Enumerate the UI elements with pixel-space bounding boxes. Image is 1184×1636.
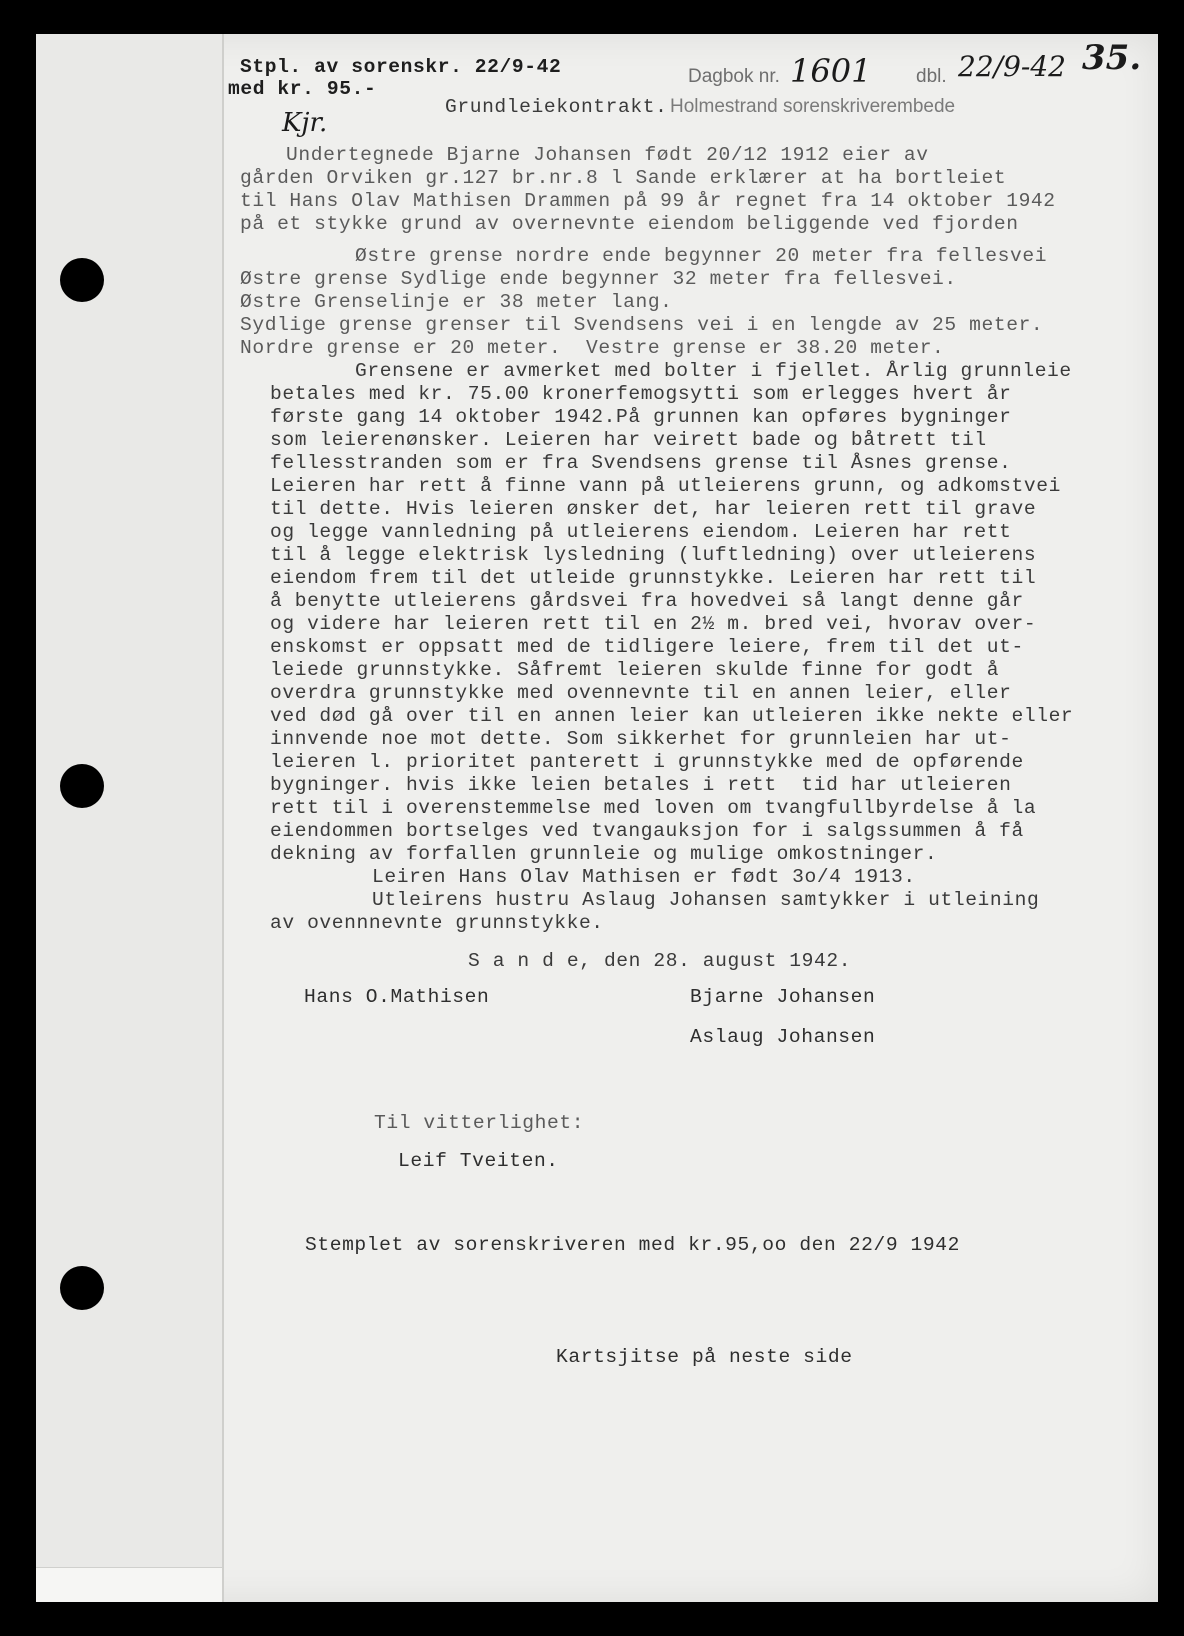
body-line: rett til i overenstemmelse med loven om tvangfullbyrdelse å la — [270, 797, 1037, 819]
body-line: til Hans Olav Mathisen Drammen på 99 år regnet fra 14 oktober 1942 — [240, 190, 1056, 212]
dbl-label: dbl. — [916, 66, 947, 87]
body-line: å benytte utleierens gårdsvei fra hovedvei så langt denne går — [270, 590, 1024, 612]
body-line: enskomst er oppsatt med de tidligere leiere, frem til det ut- — [270, 636, 1024, 658]
signature-tenant: Hans O.Mathisen — [304, 986, 490, 1008]
body-line: dekning av forfallen grunnleie og mulige omkostninger. — [270, 843, 938, 865]
witness-label: Til vitterlighet: — [374, 1112, 585, 1134]
punch-hole — [60, 258, 104, 302]
body-line: Utleirens hustru Aslaug Johansen samtykker i utleining — [372, 889, 1040, 911]
body-line: Østre Grenselinje er 38 meter lang. — [240, 291, 673, 313]
body-line: til dette. Hvis leieren ønsker det, har leieren rett til grave — [270, 498, 1037, 520]
stamp-fee-line2: med kr. 95.- — [228, 78, 377, 100]
stamp-fee-line1: Stpl. av sorenskr. 22/9-42 — [240, 56, 562, 78]
body-line: gården Orviken gr.127 br.nr.8 l Sande erklærer at ha bortleiet — [240, 167, 1007, 189]
body-line: eiendom frem til det utleide grunnstykke. Leieren har rett til — [270, 567, 1037, 589]
dbl-date: 22/9-42 — [958, 50, 1066, 83]
body-line: Sydlige grense grenser til Svendsens vei i en lengde av 25 meter. — [240, 314, 1044, 336]
body-line: første gang 14 oktober 1942.På grunnen kan opføres bygninger — [270, 406, 1012, 428]
footer-note: Kartsjitse på neste side — [556, 1346, 853, 1368]
body-line: Østre grense nordre ende begynner 20 meter fra fellesvei — [355, 245, 1048, 267]
stamp-note: Stemplet av sorenskriveren med kr.95,oo den 22/9 1942 — [305, 1234, 960, 1256]
witness-name: Leif Tveiten. — [398, 1150, 559, 1172]
binding-margin — [36, 34, 224, 1602]
punch-hole — [60, 764, 104, 808]
office-stamp: Holmestrand sorenskriverembede — [670, 96, 956, 117]
body-line: fellesstranden som er fra Svendsens grense til Åsnes grense. — [270, 452, 1012, 474]
body-line: og legge vannledning på utleierens eiendom. Leieren har rett — [270, 521, 1012, 543]
place-date: S a n d e, den 28. august 1942. — [468, 950, 852, 972]
signature-owner: Bjarne Johansen — [690, 986, 876, 1008]
body-line: Undertegnede Bjarne Johansen født 20/12 1912 eier av — [286, 144, 929, 166]
body-line: Leiren Hans Olav Mathisen er født 3o/4 1913. — [372, 866, 916, 888]
dagbok-label: Dagbok nr. — [688, 66, 780, 87]
body-line: innvende noe mot dette. Som sikkerhet for grunnleien har ut- — [270, 728, 1012, 750]
body-line: til å legge elektrisk lysledning (luftledning) over utleierens — [270, 544, 1037, 566]
body-line: bygninger. hvis ikke leien betales i rett tid har utleieren — [270, 774, 1012, 796]
body-line: av ovennnevnte grunnstykke. — [270, 912, 604, 934]
punch-hole — [60, 1266, 104, 1310]
body-line: eiendommen bortselges ved tvangauksjon for i salgssummen å få — [270, 820, 1024, 842]
body-line: som leierenønsker. Leieren har veirett bade og båtrett til — [270, 429, 987, 451]
body-line: betales med kr. 75.00 kronerfemogsytti som erlegges hvert år — [270, 383, 1012, 405]
signature-owner-wife: Aslaug Johansen — [690, 1026, 876, 1048]
body-line: overdra grunnstykke med ovennevnte til en annen leier, eller — [270, 682, 1012, 704]
body-line: Leieren har rett å finne vann på utleierens grunn, og adkomstvei — [270, 475, 1061, 497]
body-line: Østre grense Sydlige ende begynner 32 meter fra fellesvei. — [240, 268, 957, 290]
body-line: ved død gå over til en annen leier kan utleieren ikke nekte eller — [270, 705, 1074, 727]
body-line: Grensene er avmerket med bolter i fjellet. Årlig grunnleie — [355, 360, 1072, 382]
kjr-handwritten-mark: Kjr. — [282, 108, 328, 138]
body-line: leiede grunnstykke. Såfremt leieren skulde finne for godt å — [270, 659, 1000, 681]
dagbok-number: 1601 — [790, 52, 872, 90]
document-title: Grundleiekontrakt. — [445, 96, 668, 118]
body-line: og videre har leieren rett til en 2½ m. bred vei, hvorav over- — [270, 613, 1037, 635]
body-line: på et stykke grund av overnevnte eiendom beliggende ved fjorden — [240, 213, 1019, 235]
body-line: leieren l. prioritet panterett i grunnstykke med de opførende — [270, 751, 1024, 773]
margin-bottom-strip — [36, 1567, 222, 1602]
page-number: 35. — [1082, 38, 1142, 78]
body-line: Nordre grense er 20 meter. Vestre grense er 38.20 meter. — [240, 337, 945, 359]
